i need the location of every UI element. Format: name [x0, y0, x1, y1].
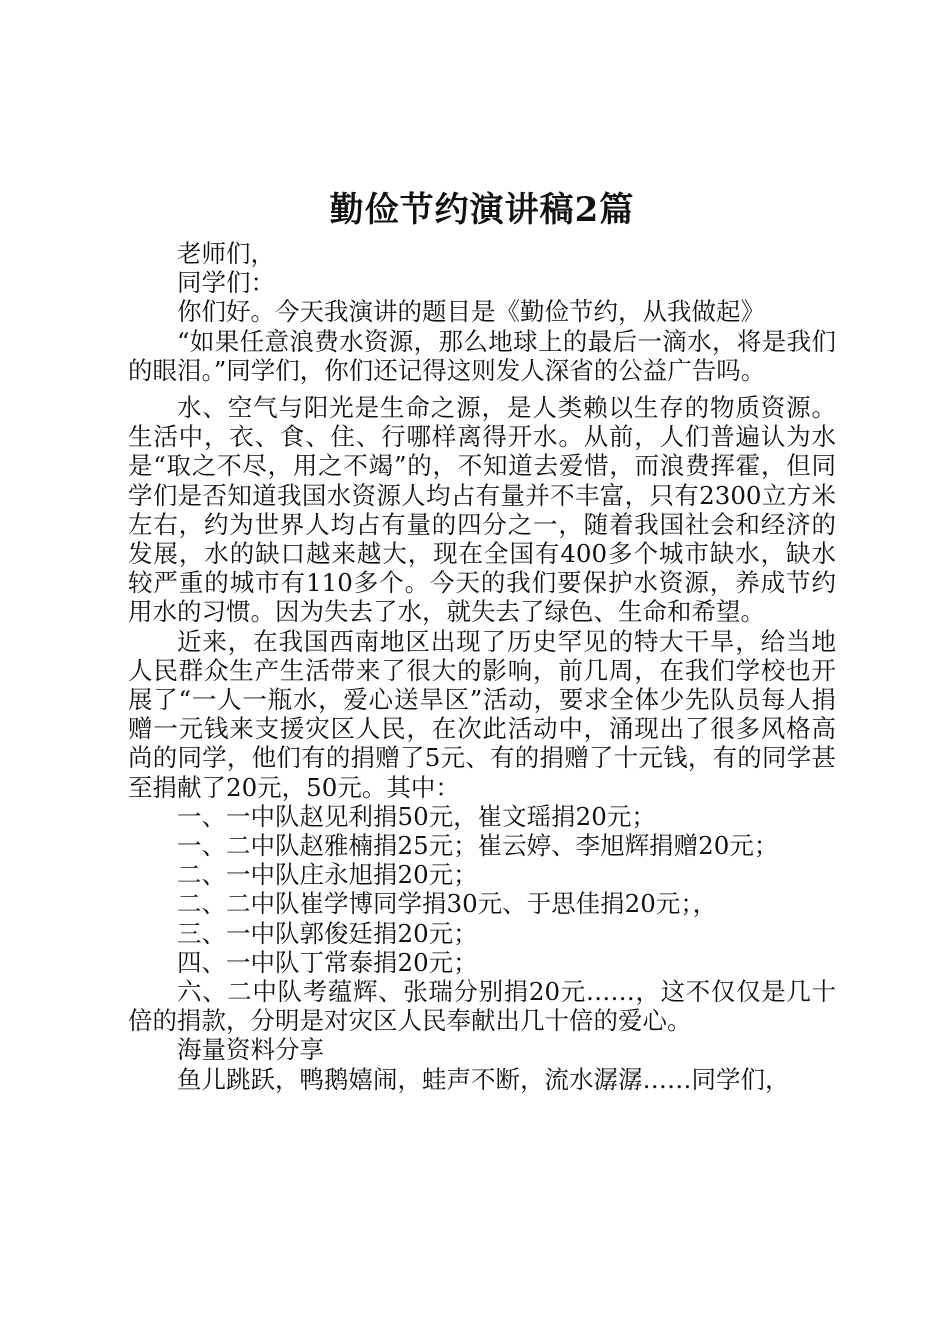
paragraph-intro: 你们好。今天我演讲的题目是《勤俭节约，从我做起》	[177, 297, 765, 327]
donation-item: 三、一中队郭俊廷捐20元；	[177, 918, 478, 948]
donation-item: 四、一中队丁常泰捐20元；	[177, 947, 478, 977]
document-title: 勤俭节约演讲稿2篇	[329, 190, 635, 230]
donation-item: 二、二中队崔学博同学捐30元、于思佳捐20元；，	[177, 889, 718, 919]
paragraph-drought: 近来，在我国西南地区出现了历史罕见的特大干旱，给当地人民群众生产生活带来了很大的影响，前几周，在我们学校也开展了“一人一瓶水，爱心送旱区”活动，要求全体少先队员每人捐赠一元钱来支援灾区人民，在次此活动中，涌现出了很多风格高尚的同学，他们有的捐赠了5元、有的捐赠了十元钱，有的同学甚至捐献了20元，50元。其中：	[128, 626, 836, 802]
paragraph-water-resources: 水、空气与阳光是生命之源，是人类赖以生存的物质资源。生活中，衣、食、住、行哪样离得开水。从前，人们普遍认为水是“取之不尽，用之不竭”的，不知道去爱惜，而浪费挥霍，但同学们是否知道我国水资源人均占有量并不丰富，只有2300立方米左右，约为世界人均占有量的四分之一，随着我国社会和经济的发展，水的缺口越来越大，现在全国有400多个城市缺水，缺水较严重的城市有110多个。今天的我们要保护水资源，养成节约用水的习惯。因为失去了水，就失去了绿色、生命和希望。	[128, 393, 836, 627]
donation-item: 二、一中队庄永旭捐20元；	[177, 860, 478, 890]
document-page	[128, 185, 836, 1094]
donation-item-summary: 六、二中队考蕴辉、张瑞分别捐20元……，这不仅仅是几十倍的捐款，分明是对灾区人民奉献出几十倍的爱心。	[128, 977, 836, 1036]
donation-item: 一、一中队赵见利捐50元，崔文瑶捐20元；	[177, 801, 656, 831]
paragraph-greeting-students: 同学们：	[177, 268, 275, 298]
paragraph-share-note: 海量资料分享	[177, 1035, 324, 1065]
paragraph-closing-start: 鱼儿跳跃，鸭鹅嬉闹，蛙声不断，流水潺潺……同学们，	[177, 1064, 790, 1094]
paragraph-quote: “如果任意浪费水资源，那么地球上的最后一滴水，将是我们的眼泪。”同学们，你们还记得这则发人深省的公益广告吗。	[128, 326, 836, 385]
donation-item: 一、二中队赵雅楠捐25元；崔云婷、李旭辉捐赠20元；	[177, 831, 779, 861]
paragraph-greeting-teachers: 老师们，	[177, 239, 275, 268]
